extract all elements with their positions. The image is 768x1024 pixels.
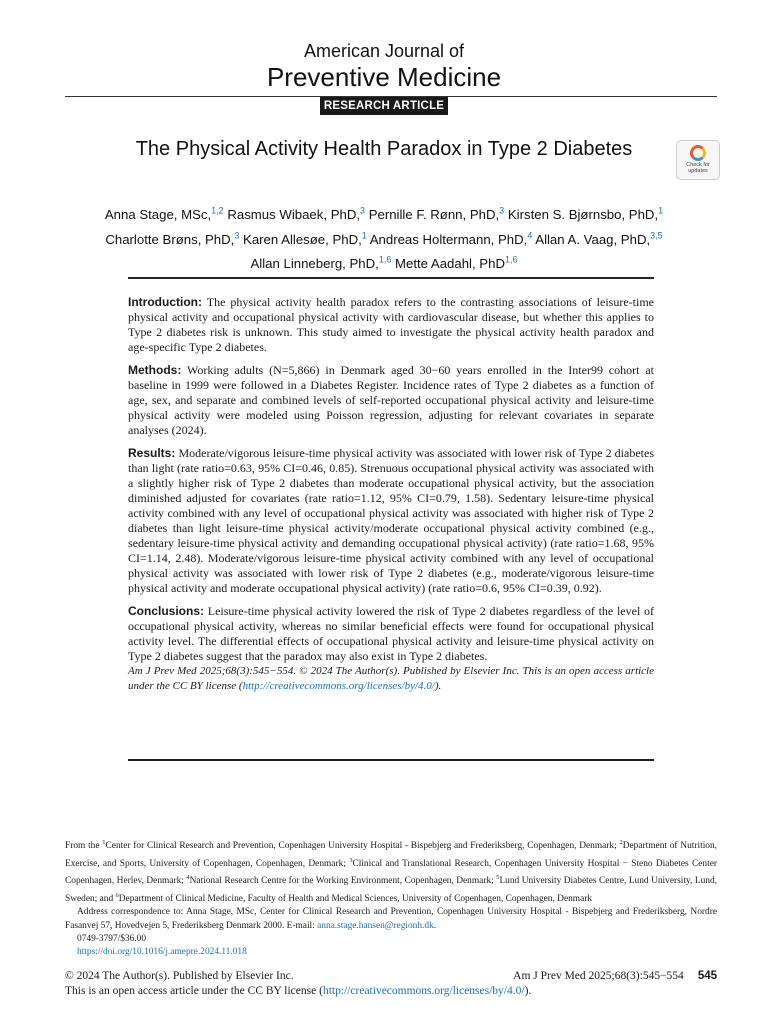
email-link[interactable]: anna.stage.hansen@regionh.dk — [317, 920, 434, 931]
license-link[interactable]: http://creativecommons.org/licenses/by/4.0/ — [242, 680, 435, 692]
author: Kirsten S. Bjørnsbo, PhD,$^1$ — [507, 206, 664, 223]
author: Karen Allesøe, PhD,$^1$ — [243, 230, 367, 247]
author: Pernille F. Rønn, PhD,$^3$ — [368, 206, 505, 223]
journal-masthead — [0, 40, 768, 92]
abstract-results: Results: Moderate/vigorous leisure-time physical activity was associated with lower risk of Type 2 diabetes than light (rate ratio=0.63, 95% CI=0.46, 0.85). Strenuous occupational physical activity was associated with a slightly higher risk of Type 2 diabetes than moderate occupational physical activity, but the association diminished adjusted for covariates (rate ratio=1.12, 95% CI=0.79, 1.58). Sedentary leisure-time physical activity combined with any level of occupational physical activity was associated with higher risk of Type 2 diabetes than light leisure-time physical activity/moderate occupational physical activity combined (e.g., sedentary leisure-time physical activity and demanding occupational physical activity) (rate ratio=1.68, 95% CI=1.14, 2.48). Moderate/vigorous leisure-time physical activity combined with any level of occupational physical activity was associated with lower risk of Type 2 diabetes (e.g., moderate/vigorous leisure-time physical activity and moderate occupational physical activity) (rate ratio=0.6, 95% CI=0.39, 0.92). — [128, 446, 654, 595]
abstract-conclusions: Conclusions: Leisure-time physical activity lowered the risk of Type 2 diabetes regardless of the level of occupational physical activity, whereas no similar beneficial effects were found for occupational physical activity level. The differential effects of occupational physical activity and leisure-time physical activity on Type 2 diabetes suggest that the paradox may also exist in Type 2 diabetes. — [128, 604, 655, 663]
abstract-bottom-rule — [128, 759, 654, 761]
footer-license-link[interactable]: http://creativecommons.org/licenses/by/4.0/ — [322, 985, 525, 997]
abstract-introduction: Introduction: The physical activity health paradox refers to the contrasting associations of leisure-time physical activity and occupational physical activity with cardiovascular disease, but whether this applies to Type 2 diabetes risk is unknown. This study aimed to investigate the physical activity health paradox and age-specific Type 2 diabetes. — [128, 295, 654, 354]
copyright: © 2024 The Author(s). Published by Elsevier Inc. — [65, 970, 294, 982]
abstract-methods: Methods: Working adults (N=5,866) in Denmark aged 30−60 years enrolled in the Inter99 cohort at baseline in 1999 were followed in a Diabetes Register. Incidence rates of Type 2 diabetes as a function of age, sex, and separate and combined levels of self-reported occupational physical activity and leisure-time physical activity were modeled using Poisson regression, adjusting for relevant covariates in separate analyses (2024). — [128, 363, 654, 437]
author: Charlotte Brøns, PhD,$^3$ — [105, 230, 240, 247]
abstract — [128, 295, 654, 702]
author: Anna Stage, MSc,$^{1,2}$ — [104, 206, 224, 223]
citation-line: Am J Prev Med 2025;68(3):545−554. © 2024 The Author(s). Published by Elsevier Inc. This is an open access article under the CC BY license (http://creativecommons.org/licenses/by/4.0/). — [128, 665, 654, 692]
doi-row — [65, 946, 717, 959]
section-badge: RESEARCH ARTICLE — [320, 97, 448, 115]
price-code: 0749-3797/$36.00 — [77, 933, 147, 944]
author: Mette Aadahl, PhD$^{1,6}$ — [395, 254, 518, 272]
page-number: 545 — [697, 970, 717, 982]
check-for-updates-button[interactable] — [676, 140, 720, 180]
author-list — [70, 201, 698, 274]
affiliations: From the $^1$Center for Clinical Research and Prevention, Copenhagen University Hospital - Bispebjerg and Frederiksberg, Copenhagen, Denmark; $^2$Department of Nutrition, Exercise, and Sports, University of Copenhagen, Copenhagen, Denmark; $^3$Clinical and Translational Research, Copenhagen University Hospital − Steno Diabetes Center Copenhagen, Herlev, Denmark; $^4$National Research Centre for the Working Environment, Copenhagen, Denmark; $^5$Lund University Diabetes Centre, Lund University, Lund, Sweden; and $^6$Department of Clinical Medicine, Faculty of Health and Medical Sciences, University of Copenhagen, Copenhagen, Denmark — [65, 839, 718, 904]
author: Allan A. Vaag, PhD,$^{3,5}$ — [535, 230, 663, 247]
author: Andreas Holtermann, PhD,$^4$ — [369, 230, 533, 247]
author: Allan Linneberg, PhD,$^{1,6}$ — [250, 254, 392, 272]
check-for-updates-icon — [690, 145, 706, 161]
abstract-top-rule — [128, 277, 654, 279]
license-line: This is an open access article under the CC BY license (http://creativecommons.org/licenses/by/4.0/). — [65, 985, 532, 997]
journal-name-line2: Preventive Medicine — [266, 62, 502, 92]
author: Rasmus Wibaek, PhD,$^3$ — [227, 206, 366, 223]
doi-link[interactable]: https://doi.org/10.1016/j.amepre.2024.11.018 — [77, 947, 247, 958]
check-for-updates-label: Check for updates — [686, 162, 710, 174]
journal-reference: Am J Prev Med 2025;68(3):545−554 — [513, 970, 684, 982]
article-title: The Physical Activity Health Paradox in Type 2 Diabetes — [135, 138, 633, 160]
journal-name-line1: American Journal of — [303, 41, 465, 61]
footnotes — [65, 836, 717, 960]
page-footer — [65, 969, 717, 999]
correspondence: Address correspondence to: Anna Stage, MSc, Center for Clinical Research and Prevention, Copenhagen University Hospital - Bispebjerg and Frederiksberg, Nordre Fasanvej 57, Hovedvejen 5, Frederiksberg Denmark 2000. E-mail: anna.stage.hansen@regionh.dk. — [65, 907, 717, 931]
